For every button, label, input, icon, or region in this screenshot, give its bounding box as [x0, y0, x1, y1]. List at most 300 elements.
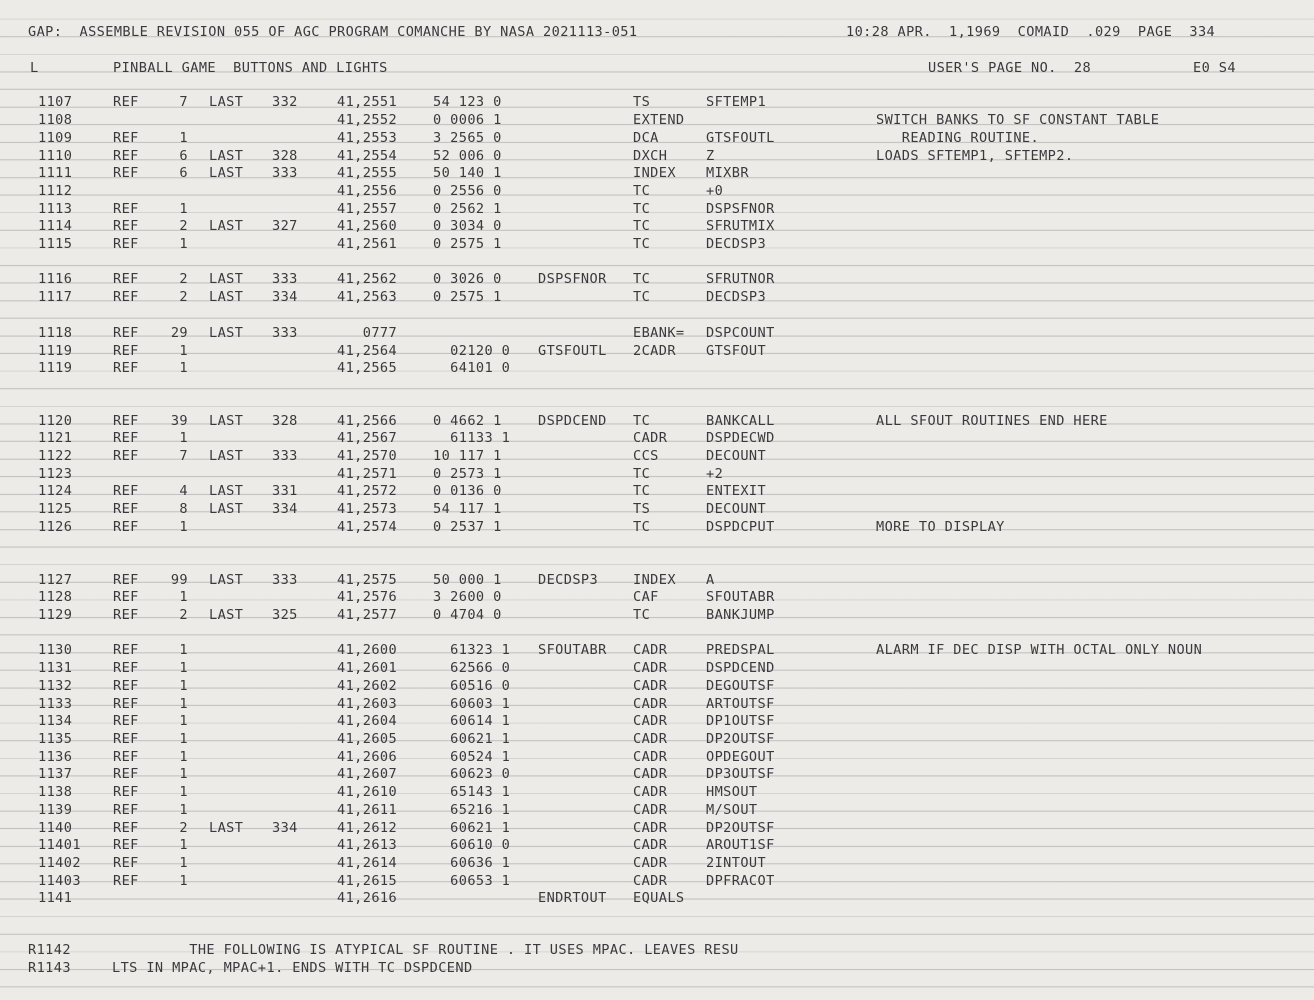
row-ref: REF	[113, 749, 139, 765]
row-lpg: 332	[272, 94, 298, 110]
listing-row	[0, 696, 1314, 713]
row-ref: REF	[113, 325, 139, 341]
row-num: 1140	[38, 820, 73, 836]
row-code: 65216 1	[433, 802, 511, 818]
row-last: LAST	[209, 572, 244, 588]
row-opd: DPFRACOT	[706, 873, 775, 889]
row-cnt: 8	[179, 501, 188, 517]
row-addr: 41,2573	[337, 501, 398, 517]
listing-row	[0, 784, 1314, 801]
row-lpg: 327	[272, 218, 298, 234]
row-addr: 41,2606	[337, 749, 398, 765]
row-opd: M/SOUT	[706, 802, 758, 818]
row-num: 1127	[38, 572, 73, 588]
row-last: LAST	[209, 289, 244, 305]
row-num: 1119	[38, 343, 73, 359]
row-opd: SFRUTMIX	[706, 218, 775, 234]
row-opd: PREDSPAL	[706, 642, 775, 658]
row-lbl: GTSFOUTL	[538, 343, 607, 359]
row-lpg: 333	[272, 271, 298, 287]
row-ref: REF	[113, 130, 139, 146]
row-num: 1111	[38, 165, 73, 181]
row-code: 65143 1	[433, 784, 511, 800]
listing-row	[0, 820, 1314, 837]
row-num: 1135	[38, 731, 73, 747]
row-op: TC	[633, 218, 651, 234]
row-op: CADR	[633, 873, 668, 889]
listing-row	[0, 589, 1314, 606]
row-cnt: 1	[179, 837, 188, 853]
row-cnt: 1	[179, 430, 188, 446]
row-ref: REF	[113, 201, 139, 217]
row-op: CCS	[633, 448, 659, 464]
row-cnt: 99	[170, 572, 188, 588]
listing-row	[0, 289, 1314, 306]
listing-row	[0, 766, 1314, 783]
row-cnt: 1	[179, 236, 188, 252]
listing-row	[0, 271, 1314, 288]
row-num: 1132	[38, 678, 73, 694]
row-last: LAST	[209, 448, 244, 464]
row-ref: REF	[113, 607, 139, 623]
row-addr: 41,2575	[337, 572, 398, 588]
row-lpg: 333	[272, 448, 298, 464]
row-code: 60610 0	[433, 837, 511, 853]
row-code: 0 3034 0	[433, 218, 502, 234]
row-cnt: 1	[179, 855, 188, 871]
listing-row	[0, 218, 1314, 235]
row-opd: GTSFOUT	[706, 343, 767, 359]
row-cmt: SWITCH BANKS TO SF CONSTANT TABLE	[876, 112, 1160, 128]
row-ref: REF	[113, 802, 139, 818]
row-ref: REF	[113, 483, 139, 499]
row-lpg: 328	[272, 148, 298, 164]
row-ref: REF	[113, 766, 139, 782]
row-opd: ARTOUTSF	[706, 696, 775, 712]
row-op: CADR	[633, 766, 668, 782]
row-num: 1107	[38, 94, 73, 110]
page-header	[0, 24, 1314, 41]
row-op: CADR	[633, 731, 668, 747]
row-code: 54 117 1	[433, 501, 502, 517]
row-opd: BANKCALL	[706, 413, 775, 429]
row-opd: DECOUNT	[706, 448, 767, 464]
row-num: 1108	[38, 112, 73, 128]
listing-row	[0, 519, 1314, 536]
row-ref: REF	[113, 820, 139, 836]
row-lpg: 333	[272, 325, 298, 341]
row-op: TC	[633, 201, 651, 217]
row-addr: 41,2553	[337, 130, 398, 146]
row-addr: 41,2562	[337, 271, 398, 287]
listing-row	[0, 413, 1314, 430]
row-addr: 41,2566	[337, 413, 398, 429]
row-addr: 41,2610	[337, 784, 398, 800]
row-cnt: 1	[179, 766, 188, 782]
listing-row	[0, 165, 1314, 182]
row-num: 1126	[38, 519, 73, 535]
row-num: 1119	[38, 360, 73, 376]
row-addr: 41,2602	[337, 678, 398, 694]
row-code: 3 2565 0	[433, 130, 502, 146]
row-num: 1118	[38, 325, 73, 341]
row-addr: 41,2567	[337, 430, 398, 446]
row-ref: REF	[113, 572, 139, 588]
listing-row	[0, 837, 1314, 854]
row-lpg: 334	[272, 820, 298, 836]
row-op: CADR	[633, 784, 668, 800]
row-addr: 41,2576	[337, 589, 398, 605]
row-op: DXCH	[633, 148, 668, 164]
row-cnt: 39	[170, 413, 188, 429]
row-num: 1115	[38, 236, 73, 252]
row-op: CADR	[633, 678, 668, 694]
listing-row	[0, 94, 1314, 111]
row-addr: 41,2560	[337, 218, 398, 234]
row-ref: REF	[113, 148, 139, 164]
row-code: 02120 0	[433, 343, 511, 359]
row-addr: 41,2611	[337, 802, 398, 818]
row-ref: REF	[113, 448, 139, 464]
row-cnt: 2	[179, 289, 188, 305]
row-op: CADR	[633, 802, 668, 818]
listing-row	[0, 360, 1314, 377]
row-cmt: LOADS SFTEMP1, SFTEMP2.	[876, 148, 1074, 164]
listing-row	[0, 731, 1314, 748]
row-op: TC	[633, 519, 651, 535]
row-last: LAST	[209, 94, 244, 110]
row-code: 0 4662 1	[433, 413, 502, 429]
listing-row	[0, 448, 1314, 465]
row-cnt: 1	[179, 519, 188, 535]
row-addr: 41,2604	[337, 713, 398, 729]
row-opd: DEGOUTSF	[706, 678, 775, 694]
subheader-marker: L	[30, 60, 39, 76]
row-num: 1113	[38, 201, 73, 217]
row-opd: DECOUNT	[706, 501, 767, 517]
row-op: INDEX	[633, 572, 676, 588]
row-code: 50 140 1	[433, 165, 502, 181]
row-op: CADR	[633, 696, 668, 712]
row-code: 54 123 0	[433, 94, 502, 110]
listing-row	[0, 112, 1314, 129]
row-addr: 41,2571	[337, 466, 398, 482]
row-code: 0 0006 1	[433, 112, 502, 128]
row-op: CADR	[633, 855, 668, 871]
row-cnt: 1	[179, 130, 188, 146]
listing-row	[0, 148, 1314, 165]
row-code: 60524 1	[433, 749, 511, 765]
row-op: TC	[633, 483, 651, 499]
row-cnt: 1	[179, 713, 188, 729]
row-code: 0 4704 0	[433, 607, 502, 623]
row-ref: REF	[113, 430, 139, 446]
row-code: 3 2600 0	[433, 589, 502, 605]
row-op: TC	[633, 289, 651, 305]
row-addr: 41,2574	[337, 519, 398, 535]
row-addr: 41,2600	[337, 642, 398, 658]
row-code: 0 2573 1	[433, 466, 502, 482]
row-lpg: 331	[272, 483, 298, 499]
row-cnt: 1	[179, 589, 188, 605]
row-cnt: 1	[179, 784, 188, 800]
row-cmt: MORE TO DISPLAY	[876, 519, 1005, 535]
row-opd: DECDSP3	[706, 236, 767, 252]
row-lpg: 333	[272, 165, 298, 181]
row-addr: 41,2552	[337, 112, 398, 128]
row-cnt: 6	[179, 165, 188, 181]
row-code: 0 3026 0	[433, 271, 502, 287]
row-opd: ENTEXIT	[706, 483, 767, 499]
row-op: INDEX	[633, 165, 676, 181]
row-num: 11402	[38, 855, 81, 871]
row-ref: REF	[113, 784, 139, 800]
row-op: TC	[633, 607, 651, 623]
row-code: 61133 1	[433, 430, 511, 446]
row-op: 2CADR	[633, 343, 676, 359]
listing-row	[0, 749, 1314, 766]
row-cnt: 1	[179, 642, 188, 658]
row-ref: REF	[113, 660, 139, 676]
row-code: 0 2562 1	[433, 201, 502, 217]
row-addr: 41,2614	[337, 855, 398, 871]
row-opd: DSPDCEND	[706, 660, 775, 676]
listing-row	[0, 430, 1314, 447]
row-addr: 41,2564	[337, 343, 398, 359]
row-num: 1139	[38, 802, 73, 818]
row-code: 60621 1	[433, 731, 511, 747]
listing-row	[0, 183, 1314, 200]
page-subheader	[0, 60, 1314, 77]
row-num: 1129	[38, 607, 73, 623]
row-lpg: 325	[272, 607, 298, 623]
row-lpg: 328	[272, 413, 298, 429]
row-addr: 41,2555	[337, 165, 398, 181]
row-num: 1121	[38, 430, 73, 446]
row-last: LAST	[209, 325, 244, 341]
row-num: 1131	[38, 660, 73, 676]
row-last: LAST	[209, 218, 244, 234]
remark-num: R1143	[28, 960, 71, 976]
row-op: CADR	[633, 430, 668, 446]
row-code: 0 2556 0	[433, 183, 502, 199]
row-op: TC	[633, 183, 651, 199]
row-ref: REF	[113, 501, 139, 517]
row-num: 1124	[38, 483, 73, 499]
row-num: 1130	[38, 642, 73, 658]
row-opd: DSPDECWD	[706, 430, 775, 446]
row-code: 60621 1	[433, 820, 511, 836]
remark-text: THE FOLLOWING IS ATYPICAL SF ROUTINE . IT USES MPAC. LEAVES RESU	[112, 942, 739, 958]
row-opd: BANKJUMP	[706, 607, 775, 623]
row-code: 60516 0	[433, 678, 511, 694]
row-addr: 41,2603	[337, 696, 398, 712]
row-cnt: 1	[179, 873, 188, 889]
row-cmt: READING ROUTINE.	[876, 130, 1040, 146]
row-addr: 41,2616	[337, 890, 398, 906]
row-lbl: DECDSP3	[538, 572, 599, 588]
row-code: 10 117 1	[433, 448, 502, 464]
row-op: EBANK=	[633, 325, 685, 341]
row-last: LAST	[209, 271, 244, 287]
row-addr: 41,2551	[337, 94, 398, 110]
row-cnt: 1	[179, 343, 188, 359]
row-cnt: 2	[179, 820, 188, 836]
row-opd: HMSOUT	[706, 784, 758, 800]
row-code: 52 006 0	[433, 148, 502, 164]
row-opd: MIXBR	[706, 165, 749, 181]
listing-row	[0, 343, 1314, 360]
row-addr: 41,2554	[337, 148, 398, 164]
row-num: 11403	[38, 873, 81, 889]
row-op: TC	[633, 236, 651, 252]
row-ref: REF	[113, 94, 139, 110]
row-lpg: 334	[272, 501, 298, 517]
row-cnt: 7	[179, 448, 188, 464]
row-num: 1120	[38, 413, 73, 429]
row-op: EQUALS	[633, 890, 685, 906]
row-code: 62566 0	[433, 660, 511, 676]
row-op: CADR	[633, 820, 668, 836]
row-cnt: 1	[179, 201, 188, 217]
row-opd: DP2OUTSF	[706, 820, 775, 836]
row-ref: REF	[113, 678, 139, 694]
row-num: 1114	[38, 218, 73, 234]
row-opd: Z	[706, 148, 715, 164]
row-num: 1133	[38, 696, 73, 712]
row-addr: 41,2570	[337, 448, 398, 464]
row-opd: GTSFOUTL	[706, 130, 775, 146]
row-lbl: DSPDCEND	[538, 413, 607, 429]
row-last: LAST	[209, 483, 244, 499]
row-code: 60623 0	[433, 766, 511, 782]
row-opd: SFTEMP1	[706, 94, 767, 110]
remark-text: LTS IN MPAC, MPAC+1. ENDS WITH TC DSPDCEND	[112, 960, 473, 976]
row-op: TC	[633, 466, 651, 482]
row-cnt: 29	[170, 325, 188, 341]
listing-row	[0, 607, 1314, 624]
row-lpg: 334	[272, 289, 298, 305]
listing-row	[0, 678, 1314, 695]
row-cnt: 1	[179, 802, 188, 818]
row-op: TC	[633, 271, 651, 287]
row-lbl: ENDRTOUT	[538, 890, 607, 906]
listing-row	[0, 236, 1314, 253]
row-ref: REF	[113, 731, 139, 747]
row-addr: 0777	[337, 325, 398, 341]
row-ref: REF	[113, 343, 139, 359]
row-op: CADR	[633, 642, 668, 658]
row-addr: 41,2577	[337, 607, 398, 623]
row-addr: 41,2565	[337, 360, 398, 376]
row-opd: OPDEGOUT	[706, 749, 775, 765]
row-code: 60636 1	[433, 855, 511, 871]
row-num: 1117	[38, 289, 73, 305]
row-opd: DSPSFNOR	[706, 201, 775, 217]
listing-row	[0, 855, 1314, 872]
row-opd: SFOUTABR	[706, 589, 775, 605]
row-num: 1112	[38, 183, 73, 199]
row-opd: DSPDCPUT	[706, 519, 775, 535]
row-num: 1109	[38, 130, 73, 146]
row-opd: +0	[706, 183, 724, 199]
row-code: 60653 1	[433, 873, 511, 889]
row-code: 0 0136 0	[433, 483, 502, 499]
row-cnt: 1	[179, 678, 188, 694]
row-code: 60614 1	[433, 713, 511, 729]
row-num: 1128	[38, 589, 73, 605]
row-ref: REF	[113, 271, 139, 287]
row-code: 0 2575 1	[433, 236, 502, 252]
row-cnt: 4	[179, 483, 188, 499]
row-num: 1141	[38, 890, 73, 906]
row-op: EXTEND	[633, 112, 685, 128]
row-opd: DP2OUTSF	[706, 731, 775, 747]
row-opd: DECDSP3	[706, 289, 767, 305]
row-cmt: ALL SFOUT ROUTINES END HERE	[876, 413, 1108, 429]
row-opd: A	[706, 572, 715, 588]
row-op: DCA	[633, 130, 659, 146]
remark-row	[0, 960, 1314, 977]
row-opd: DP1OUTSF	[706, 713, 775, 729]
listing-row	[0, 325, 1314, 342]
row-opd: +2	[706, 466, 724, 482]
subheader-code: E0 S4	[1193, 60, 1236, 76]
row-last: LAST	[209, 413, 244, 429]
row-code: 61323 1	[433, 642, 511, 658]
row-last: LAST	[209, 501, 244, 517]
row-code: 0 2537 1	[433, 519, 502, 535]
row-ref: REF	[113, 589, 139, 605]
header-left: GAP: ASSEMBLE REVISION 055 OF AGC PROGRAM COMANCHE BY NASA 2021113-051	[28, 24, 638, 40]
row-ref: REF	[113, 289, 139, 305]
row-opd: 2INTOUT	[706, 855, 767, 871]
row-cnt: 1	[179, 360, 188, 376]
row-lpg: 333	[272, 572, 298, 588]
row-ref: REF	[113, 837, 139, 853]
row-cnt: 1	[179, 749, 188, 765]
row-opd: DP3OUTSF	[706, 766, 775, 782]
row-code: 64101 0	[433, 360, 511, 376]
row-last: LAST	[209, 607, 244, 623]
row-cnt: 1	[179, 731, 188, 747]
row-code: 0 2575 1	[433, 289, 502, 305]
row-num: 1134	[38, 713, 73, 729]
row-num: 1125	[38, 501, 73, 517]
row-ref: REF	[113, 713, 139, 729]
listing-row	[0, 572, 1314, 589]
row-addr: 41,2563	[337, 289, 398, 305]
row-ref: REF	[113, 236, 139, 252]
row-cnt: 2	[179, 271, 188, 287]
row-op: CADR	[633, 837, 668, 853]
row-ref: REF	[113, 873, 139, 889]
row-cnt: 6	[179, 148, 188, 164]
row-addr: 41,2605	[337, 731, 398, 747]
row-num: 1123	[38, 466, 73, 482]
row-cnt: 2	[179, 607, 188, 623]
listing-row	[0, 660, 1314, 677]
listing-row	[0, 501, 1314, 518]
row-num: 1122	[38, 448, 73, 464]
row-cnt: 1	[179, 696, 188, 712]
listing-row	[0, 642, 1314, 659]
row-num: 1137	[38, 766, 73, 782]
listing-row	[0, 466, 1314, 483]
row-ref: REF	[113, 696, 139, 712]
row-addr: 41,2612	[337, 820, 398, 836]
listing-row	[0, 713, 1314, 730]
